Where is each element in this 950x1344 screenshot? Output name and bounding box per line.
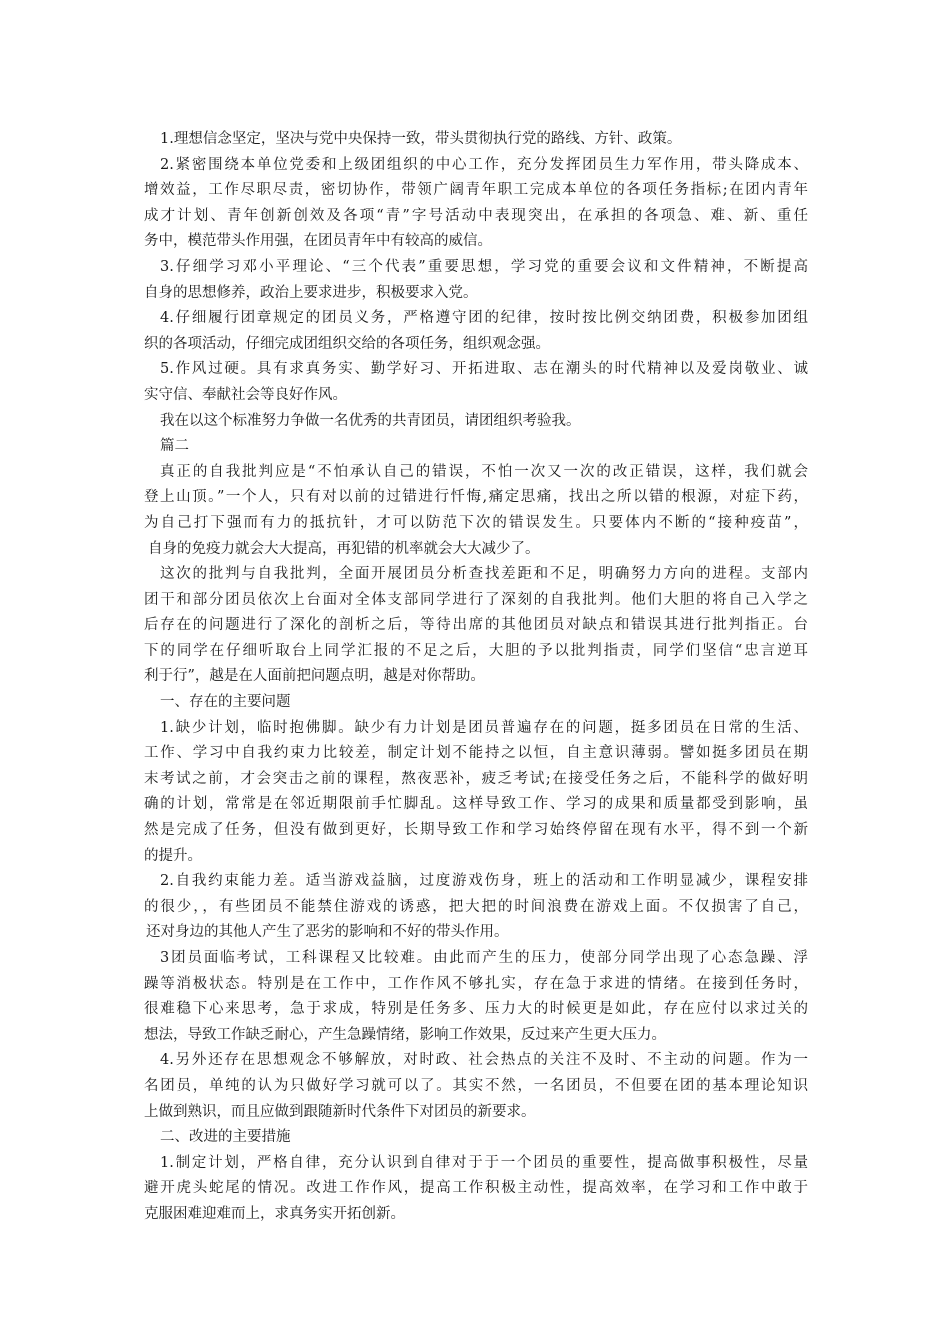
- text-line: 确的计划，常常是在邻近期限前手忙脚乱。这样导致工作、学习的成果和质量都受到影响，虽: [144, 796, 808, 813]
- text-line: 成才计划、青年创新创效及各项“青”字号活动中表现突出，在承担的各项急、难、新、重任: [144, 207, 808, 224]
- text-line: 4.另外还存在思想观念不够解放，对时政、社会热点的关注不及时、不主动的问题。作为一: [160, 1052, 808, 1069]
- text-line: 很难稳下心来思考，急于求成，特别是任务多、压力大的时候更是如此，存在应付以求过关的: [144, 1001, 808, 1018]
- text-line: 后存在的问题进行了深化的剖析之后，等待出席的其他团员对缺点和错误其进行批判指正。台: [144, 617, 808, 634]
- text-line: 4.仔细履行团章规定的团员义务，严格遵守团的纪律，按时按比例交纳团费，积极参加团组: [160, 310, 808, 327]
- text-line: 团干和部分团员依次上台面对全体支部同学进行了深刻的自我批判。他们大胆的将自己入学之: [144, 591, 808, 608]
- text-line: 1.制定计划，严格自律，充分认识到自律对于于一个团员的重要性，提高做事积极性，尽量: [160, 1154, 808, 1171]
- text-line: 登上山顶。”一个人，只有对以前的过错进行忏悔,痛定思痛，找出之所以错的根源，对症下药，: [144, 489, 808, 506]
- text-line: 工作、学习中自我约束力比较差，制定计划不能持之以恒，自主意识薄弱。譬如挺多团员在期: [144, 745, 808, 762]
- text-line: 增效益，工作尽职尽责，密切协作，带领广阔青年职工完成本单位的各项任务指标;在团内青年: [144, 182, 808, 199]
- text-line: 一、存在的主要问题: [160, 694, 291, 711]
- text-line: 织的各项活动，仔细完成团组织交给的各项任务，组织观念强。: [144, 335, 550, 352]
- text-line: 1.缺少计划，临时抱佛脚。缺少有力计划是团员普遍存在的问题，挺多团员在日常的生活、: [160, 719, 808, 736]
- text-line: 躁等消极状态。特别是在工作中，工作作风不够扎实，存在急于求进的情绪。在接到任务时，: [144, 975, 808, 992]
- text-line: 二、改进的主要措施: [160, 1129, 291, 1146]
- text-line: 名团员，单纯的认为只做好学习就可以了。其实不然，一名团员，不但要在团的基本理论知识: [144, 1077, 808, 1094]
- text-line: 真正的自我批判应是“不怕承认自己的错误，不怕一次又一次的改正错误，这样，我们就会: [160, 463, 808, 480]
- text-line: 务中，模范带头作用强，在团员青年中有较高的威信。: [144, 233, 492, 250]
- text-line: 想法，导致工作缺乏耐心，产生急躁情绪，影响工作效果，反过来产生更大压力。: [144, 1026, 666, 1043]
- text-line: 还对身边的其他人产生了恶劣的影响和不好的带头作用。: [146, 924, 509, 941]
- text-line: 的提升。: [144, 847, 202, 864]
- text-line: 为自己打下强而有力的抵抗针，才可以防范下次的错误发生。只要体内不断的“接种疫苗”，: [144, 514, 808, 531]
- text-line: 1.理想信念坚定，坚决与党中央保持一致，带头贯彻执行党的路线、方针、政策。: [160, 131, 682, 147]
- text-line: 自身的免疫力就会大大提高，再犯错的机率就会大大减少了。: [148, 540, 540, 557]
- document-body: [144, 127, 808, 1228]
- text-line: 这次的批判与自我批判，全面开展团员分析查找差距和不足，明确努力方向的进程。支部内: [160, 566, 808, 583]
- text-line: 2.紧密围绕本单位党委和上级团组织的中心工作，充分发挥团员生力军作用，带头降成本、: [160, 156, 808, 173]
- text-line: 上做到熟识，而且应做到跟随新时代条件下对团员的新要求。: [144, 1103, 536, 1120]
- text-line: 的很少，，有些团员不能禁住游戏的诱惑，把大把的时间浪费在游戏上面。不仅损害了自己，: [144, 898, 808, 915]
- text-line: 3团员面临考试，工科课程又比较难。由此而产生的压力，使部分同学出现了心态急躁、浮: [160, 950, 808, 966]
- text-line: 5.作风过硬。具有求真务实、勤学好习、开拓进取、志在潮头的时代精神以及爱岗敬业、诚: [160, 361, 808, 378]
- text-line: 实守信、奉献社会等良好作风。: [144, 386, 347, 403]
- text-line: 自身的思想修养，政治上要求进步，积极要求入党。: [144, 284, 478, 301]
- text-line: 篇二: [160, 438, 189, 455]
- text-line: 利于行”，越是在人面前把问题点明，越是对你帮助。: [144, 668, 485, 685]
- text-line: 3.仔细学习邓小平理论、“三个代表”重要思想，学习党的重要会议和文件精神，不断提高: [160, 258, 808, 275]
- text-line: 克服困难迎难而上，求真务实开拓创新。: [144, 1205, 405, 1222]
- text-line: 然是完成了任务，但没有做到更好，长期导致工作和学习始终停留在现有水平，得不到一个新: [144, 822, 808, 839]
- text-line: 我在以这个标准努力争做一名优秀的共青团员，请团组织考验我。: [160, 412, 581, 429]
- text-line: 避开虎头蛇尾的情况。改进工作作风，提高工作积极主动性，提高效率，在学习和工作中敢于: [144, 1180, 808, 1197]
- text-line: 下的同学在仔细听取台上同学汇报的不足之后，大胆的予以批判指责，同学们坚信“忠言逆耳: [144, 642, 808, 659]
- text-line: 2.自我约束能力差。适当游戏益脑，过度游戏伤身，班上的活动和工作明显减少，课程安排: [160, 873, 808, 890]
- text-line: 末考试之前，才会突击之前的课程，熬夜恶补，疲乏考试;在接受任务之后，不能科学的做好明: [144, 770, 808, 787]
